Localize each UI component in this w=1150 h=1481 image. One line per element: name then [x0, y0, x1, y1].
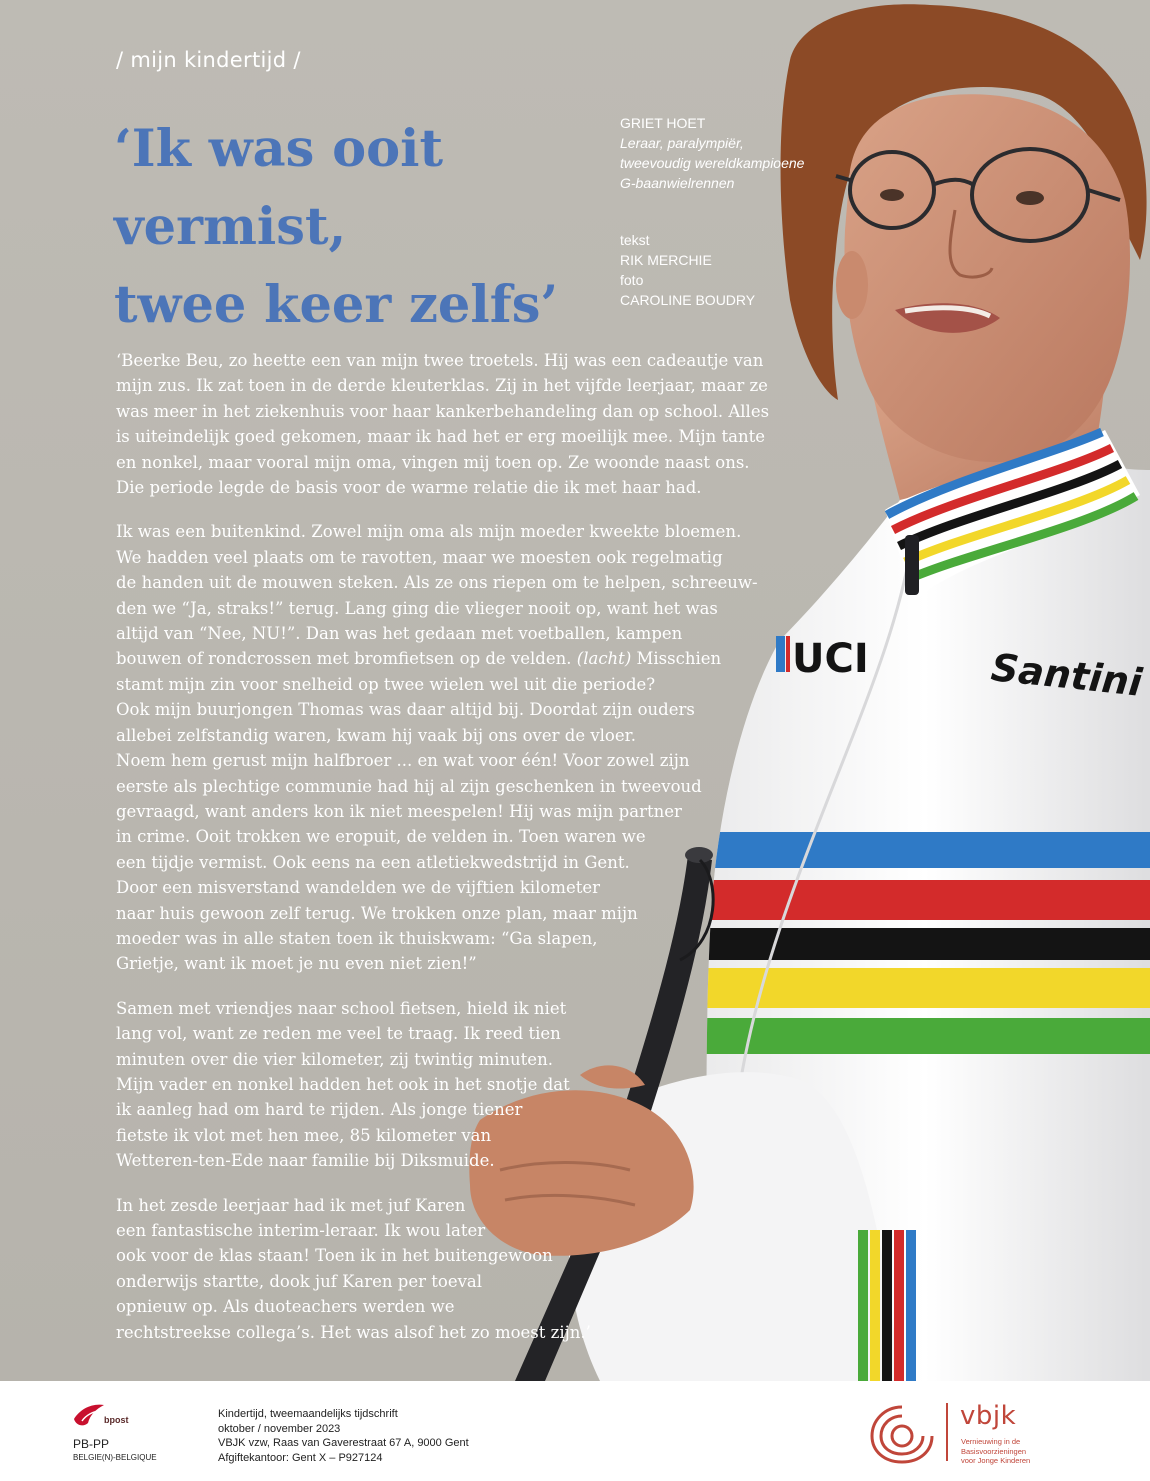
text-line: stamt mijn zin voor snelheid op twee wielen wel uit die periode? [116, 674, 656, 694]
text-line: was meer in het ziekenhuis voor haar kankerbehandeling dan op school. Alles [116, 401, 770, 421]
vbjk-logo-icon [866, 1401, 938, 1467]
headline-line: vermist, [114, 197, 347, 257]
text-line: Die periode legde de basis voor de warme relatie die ik met haar had. [116, 478, 702, 498]
headline-line: twee keer zelfs’ [114, 275, 559, 335]
text-line: In het zesde leerjaar had ik met juf Karen [116, 1195, 466, 1215]
subject-role: tweevoudig wereldkampioene [620, 155, 805, 171]
article-body [116, 348, 786, 1364]
paragraph [116, 996, 786, 1174]
text-line: de handen uit de mouwen steken. Als ze ons riepen om te helpen, schreeuw- [116, 573, 758, 593]
postage-code: PB-PP [73, 1437, 110, 1451]
text-line [116, 646, 786, 671]
postage-country: BELGIE(N)-BELGIQUE [73, 1453, 157, 1462]
vbjk-wordmark: vbjk [960, 1401, 1017, 1431]
section-rubric: / mijn kindertijd / [116, 48, 301, 72]
text-line: Wetteren-ten-Ede naar familie bij Diksmuide. [116, 1151, 495, 1171]
vbjk-divider [946, 1403, 948, 1461]
text-line: onderwijs startte, dook juf Karen per toeval [116, 1271, 483, 1291]
paragraph [116, 519, 786, 976]
article-headline [114, 110, 634, 344]
bpost-wordmark: bpost [104, 1415, 129, 1425]
text-line: is uiteindelijk goed gekomen, maar ik had het er erg moeilijk mee. Mijn tante [116, 427, 766, 447]
text-line: We hadden veel plaats om te ravotten, maar we moesten ook regelmatig [116, 547, 723, 567]
santini-logo: Santini [989, 645, 1145, 705]
vbjk-tagline [961, 1437, 1030, 1466]
text-segment: Misschien [631, 649, 722, 669]
text-line: ik aanleg had om hard te rijden. Als jonge tiener [116, 1100, 523, 1120]
photo-credit-label: foto [620, 272, 644, 288]
text-line: ook voor de klas staan! Toen ik in het buitengewoon [116, 1246, 553, 1266]
text-line: Ik was een buitenkind. Zowel mijn oma als mijn moeder kweekte bloemen. [116, 522, 742, 542]
face [844, 94, 1130, 462]
vbjk-tagline-line: voor Jonge Kinderen [961, 1456, 1031, 1465]
text-line: Door een misverstand wandelden we de vijftien kilometer [116, 878, 601, 898]
page-footer [0, 1381, 1150, 1481]
aside-lacht: (lacht) [576, 649, 632, 669]
text-line: allebei zelfstandig waren, kwam hij vaak bij ons over de vloer. [116, 725, 636, 745]
text-line: in crime. Ooit trokken we eropuit, de velden in. Toen waren we [116, 827, 646, 847]
text-line: Noem hem gerust mijn halfbroer ... en wat voor één! Voor zowel zijn [116, 751, 690, 771]
publication-info-line: VBJK vzw, Raas van Gaverestraat 67 A, 9000 Gent [218, 1437, 469, 1449]
text-line: gevraagd, want anders kon ik niet meespelen! Hij was mijn partner [116, 801, 682, 821]
text-line: lang vol, want ze reden me veel te traag. Ik reed tien [116, 1024, 561, 1044]
photo-credit-author: CAROLINE BOUDRY [620, 292, 756, 308]
svg-text:UCI: UCI [792, 636, 869, 682]
headline-line: ‘Ik was ooit [114, 119, 444, 179]
text-line: moeder was in alle staten toen ik thuiskwam: “Ga slapen, [116, 928, 598, 948]
text-line: ‘Beerke Beu, zo heette een van mijn twee troetels. Hij was een cadeautje van [116, 351, 764, 370]
subject-role: Leraar, paralympiër, [620, 135, 744, 151]
text-line: Ook mijn buurjongen Thomas was daar altijd bij. Doordat zijn ouders [116, 700, 695, 720]
text-line: naar huis gewoon zelf terug. We trokken onze plan, maar mijn [116, 903, 638, 923]
article-credits [620, 113, 804, 310]
text-line: Samen met vriendjes naar school fietsen, hield ik niet [116, 998, 567, 1018]
text-line: mijn zus. Ik zat toen in de derde kleuterklas. Zij in het vijfde leerjaar, maar ze [116, 376, 768, 396]
vbjk-tagline-line: Basisvoorzieningen [961, 1446, 1027, 1456]
paragraph [116, 1193, 786, 1345]
publication-info-line: Kindertijd, tweemaandelijks tijdschrift [218, 1408, 398, 1420]
text-line: en nonkel, maar vooral mijn oma, vingen mij toen op. Ze woonde naast ons. [116, 452, 750, 472]
publication-info-line: oktober / november 2023 [218, 1422, 341, 1435]
text-segment: bouwen of rondcrossen met bromfietsen op de velden. [116, 649, 572, 669]
text-line: minuten over die vier kilometer, zij twintig minuten. [116, 1049, 553, 1069]
text-line: Grietje, want ik moet je nu even niet zien!” [116, 954, 477, 974]
text-line: den we “Ja, straks!” terug. Lang ging die vlieger nooit op, want het was [116, 598, 718, 618]
text-line: Mijn vader en nonkel hadden het ook in het snotje dat [116, 1074, 570, 1094]
text-credit-label: tekst [620, 232, 650, 248]
text-line: rechtstreekse collega’s. Het was alsof het zo moest zijn.’ [116, 1322, 591, 1342]
text-line: eerste als plechtige communie had hij al zijn geschenken in tweevoud [116, 776, 702, 796]
subject-name: GRIET HOET [620, 115, 706, 131]
text-line: een tijdje vermist. Ook eens na een atletiekwedstrijd in Gent. [116, 852, 630, 872]
publication-info-line: Afgiftekantoor: Gent X – P927124 [218, 1451, 383, 1464]
text-credit-author: RIK MERCHIE [620, 252, 712, 268]
subject-role: G-baanwielrennen [620, 175, 735, 191]
vbjk-tagline-line: Vernieuwing in de [961, 1437, 1021, 1446]
text-line: opnieuw op. Als duoteachers werden we [116, 1297, 455, 1317]
text-line: altijd van “Nee, NU!”. Dan was het gedaan met voetballen, kampen [116, 624, 683, 644]
publication-info [218, 1407, 469, 1465]
paragraph [116, 348, 786, 500]
text-line: fietste ik vlot met hen mee, 85 kilometer van [116, 1125, 492, 1145]
text-line: een fantastische interim-leraar. Ik wou later [116, 1221, 486, 1240]
